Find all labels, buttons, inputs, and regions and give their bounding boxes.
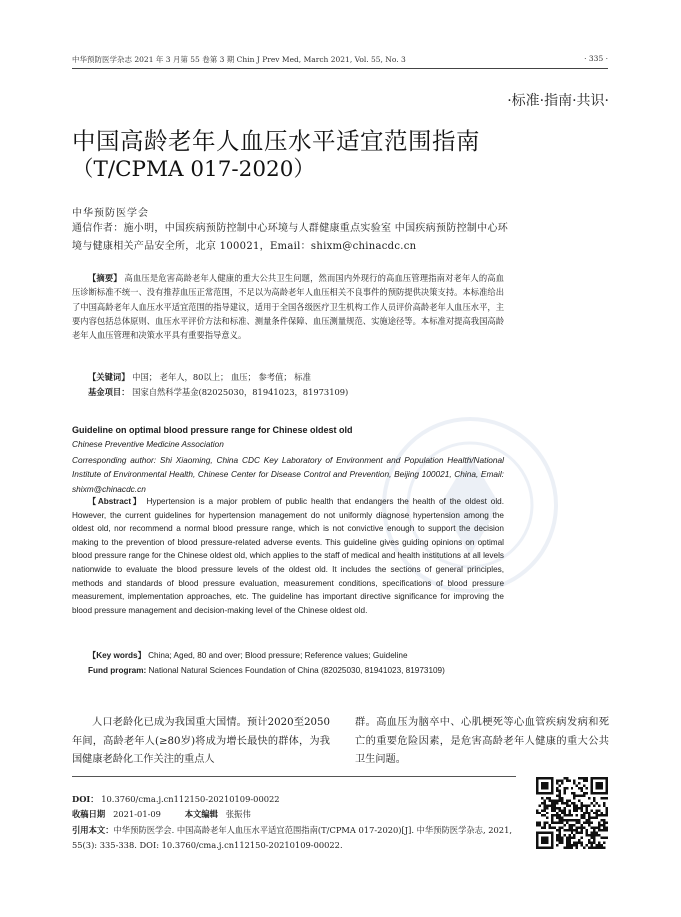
article-title-cn: 中国高龄老年人血压水平适宜范围指南 xyxy=(72,127,480,155)
abstract-en-label: 【Abstract】 xyxy=(88,497,143,506)
keywords-en xyxy=(88,650,408,661)
running-header xyxy=(72,54,608,68)
abstract-en-text: Hypertension is a major problem of public health that endangers the health of the oldest old. However, the current guidelines for hypertension management do not uniformly diagnose hypertension among the oldest old, nor recommend a normal blood pressure range, which is not convictive enough to support the decision making to the prevention of blood pressure-related adverse events. This guideline gives guiding opinions on optimal blood pressure range for the Chinese oldest old, which applies to the staff of medical and health institutions at all levels nationwide to evaluate the blood pressure levels of the oldest old. It includes the sections of general principles, methods and standards of blood pressure evaluation, measurement conditions, specifications of blood pressure measurement, implementation approaches, etc. The guideline has important directive significance for improving the blood pressure management and decision-making level of the Chinese oldest old. xyxy=(72,497,505,615)
abstract-en xyxy=(72,495,504,617)
qr-code-icon[interactable] xyxy=(536,777,608,849)
keywords-en-label: 【Key words】 xyxy=(88,651,146,660)
editor-name: 张振伟 xyxy=(225,809,251,819)
corresponding-author-cn: 通信作者：施小明，中国疾病预防控制中心环境与人群健康重点实验室 中国疾病预防控制中心环境与健康相关产品安全所，北京 100021，Email：shixm@chinacdc.cn xyxy=(72,223,509,252)
abstract-cn-label: 【摘要】 xyxy=(88,273,122,283)
body-text-left-column: 人口老龄化已成为我国重大国情。预计2020至2050年间，高龄老年人(≥80岁)将成为增长最快的群体，为我国健康老龄化工作关注的重点人 xyxy=(72,717,330,765)
fund-en xyxy=(72,664,504,678)
keywords-cn-label: 【关键词】 xyxy=(88,372,130,382)
author-organization-cn: 中华预防医学会 xyxy=(72,208,149,219)
corresponding-author-en: Corresponding author: Shi Xiaoming, China CDC Key Laboratory of Environment and Population Health/National Institute of Environmental Health, Chinese Center for Disease Control and Prevention, Beijing 100021, China, Email: shixm@chinacdc.cn xyxy=(72,455,504,494)
footnote-doi xyxy=(72,793,280,805)
fund-cn xyxy=(88,386,348,398)
header-divider xyxy=(72,68,608,69)
column-label: ·标准·指南·共识· xyxy=(507,93,609,109)
received-label: 收稿日期 xyxy=(72,809,106,819)
cite-label: 引用本文： xyxy=(72,825,114,835)
received-date: 2021-01-09 xyxy=(113,809,161,819)
doi-value[interactable]: 10.3760/cma.j.cn112150-20210109-00022 xyxy=(101,794,280,804)
keywords-en-text: China; Aged, 80 and over; Blood pressure; Reference values; Guideline xyxy=(148,651,408,660)
keywords-cn xyxy=(88,371,311,383)
fund-cn-text: 国家自然科学基金(82025030，81941023，81973109) xyxy=(132,387,349,397)
author-organization-en: Chinese Preventive Medicine Association xyxy=(72,439,224,449)
page-number: · 335 · xyxy=(584,54,608,63)
fund-en-text: National Natural Sciences Foundation of China (82025030, 81941023, 81973109) xyxy=(148,666,445,675)
footnote-received xyxy=(72,808,251,820)
standard-code: （T/CPMA 017-2020） xyxy=(72,157,315,182)
cite-text: 中华预防医学会. 中国高龄老年人血压水平适宜范围指南(T/CPMA 017-2020)[J]. 中华预防医学杂志, 2021, 55(3): 335-338. DOI: 10.3760/cma.j.cn112150-20210109-00022. xyxy=(72,825,512,850)
footnote-divider xyxy=(72,776,516,777)
fund-en-label: Fund program: xyxy=(88,666,147,675)
journal-info: 中华预防医学杂志 2021 年 3 月第 55 卷第 3 期 Chin J Prev Med, March 2021, Vol. 55, No. 3 xyxy=(72,55,406,64)
editor-label: 本文编辑 xyxy=(184,809,218,819)
keywords-cn-text: 中国； 老年人，80以上； 血压； 参考值； 标准 xyxy=(132,372,311,382)
article-title-en: Guideline on optimal blood pressure range for Chinese oldest old xyxy=(72,425,353,435)
doi-label: DOI： xyxy=(72,794,99,804)
abstract-cn xyxy=(72,271,504,342)
abstract-cn-text: 高血压是危害高龄老年人健康的重大公共卫生问题，然而国内外现行的高血压管理指南对老年人的高血压诊断标准不统一、没有推荐血压正常范围，不足以为高龄老年人血压相关不良事件的预防提供决策支持。本标准给出了中国高龄老年人血压水平适宜范围的指导建议，适用于全国各级医疗卫生机构工作人员评价高龄老年人血压水平，主要内容包括总体原则、血压水平评价方法和标准、测量条件保障、血压测量规范、实施途径等。本标准对提高我国高龄老年人血压管理和决策水平具有重要指导意义。 xyxy=(72,273,504,341)
footnote-citation xyxy=(72,823,516,853)
fund-cn-label: 基金项目： xyxy=(88,387,130,397)
body-text-right-column: 群。高血压为脑卒中、心肌梗死等心血管疾病发病和死亡的重要危险因素，是危害高龄老年人健康的重大公共卫生问题。 xyxy=(355,717,609,765)
